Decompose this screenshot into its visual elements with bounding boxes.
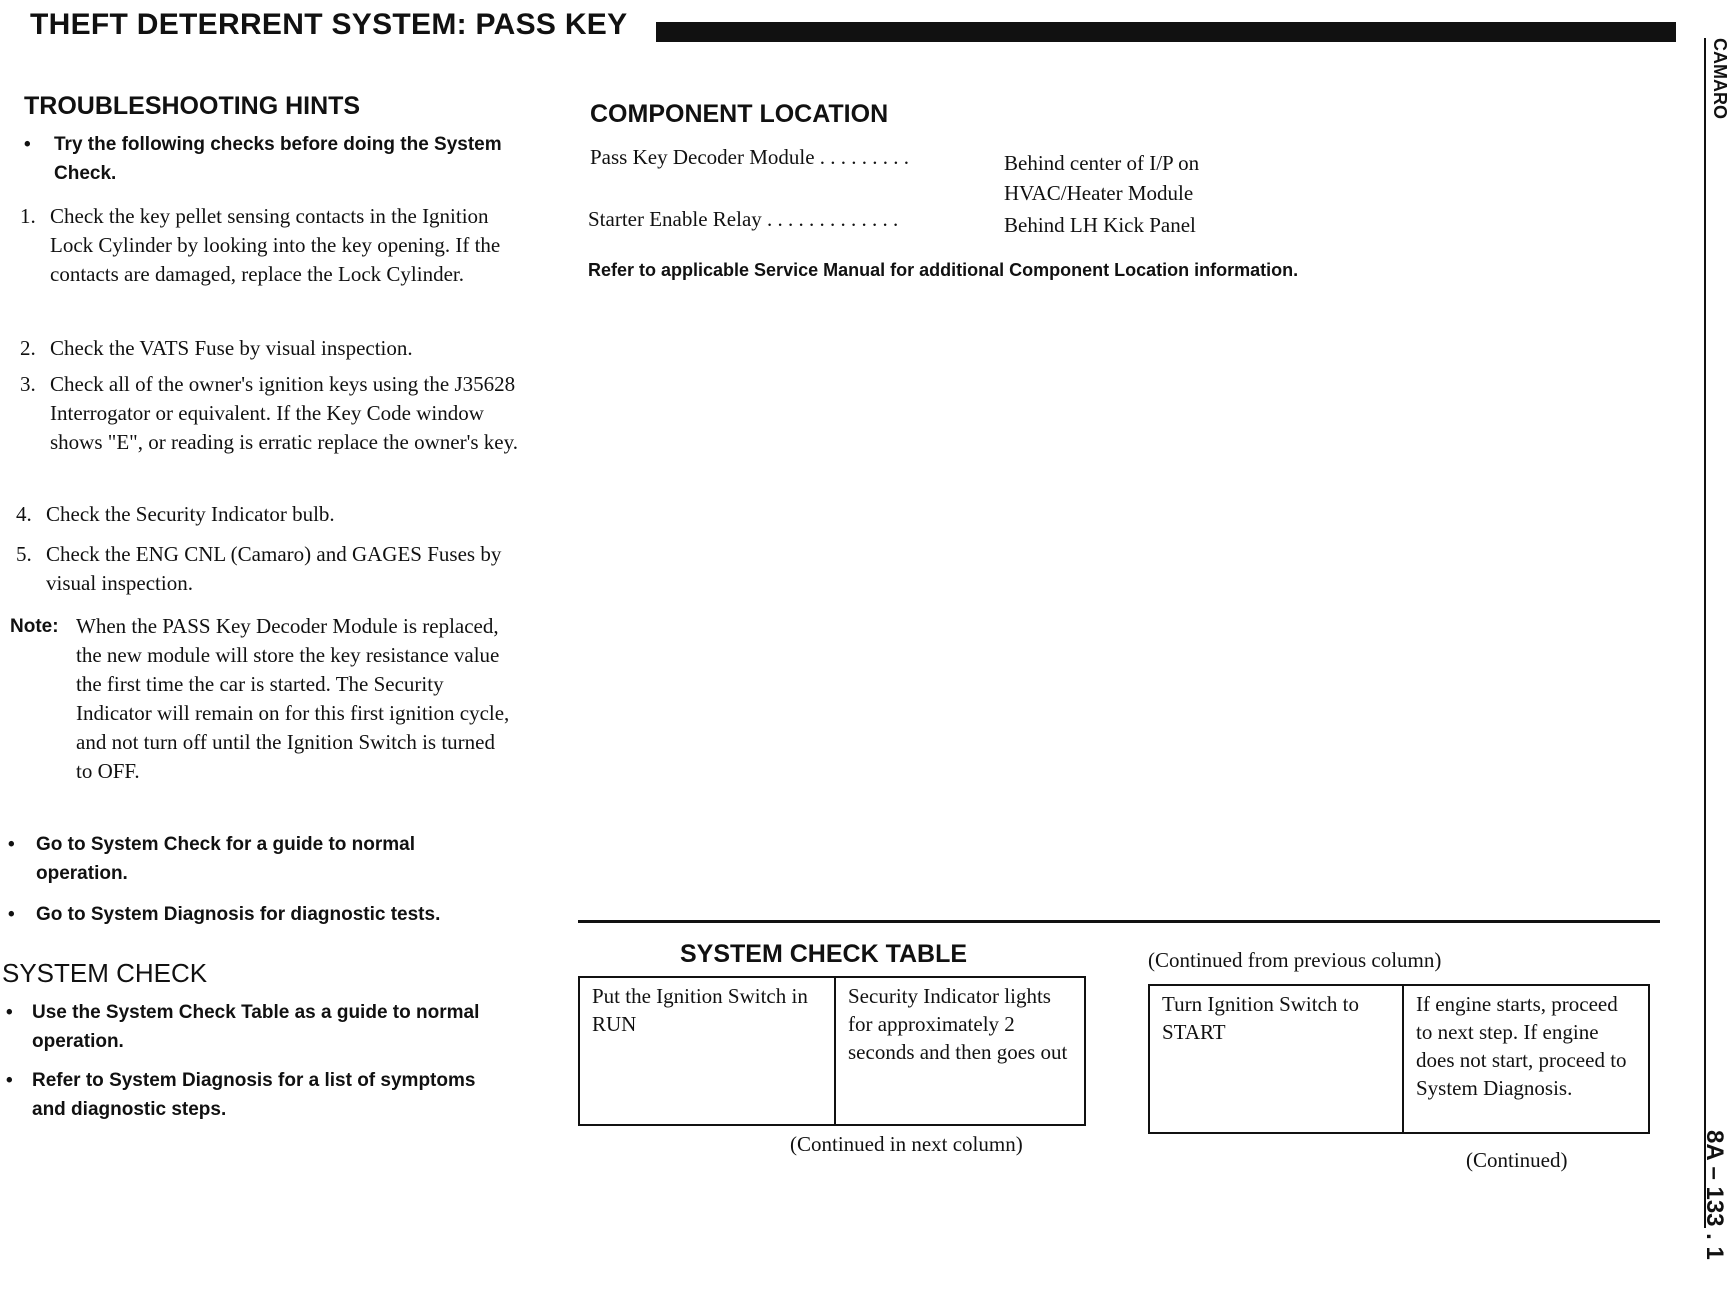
- component-location-1: Behind center of I/P on HVAC/Heater Module: [1004, 151, 1200, 205]
- bullet-text: Go to System Check for a guide to normal operation.: [36, 834, 416, 884]
- component-name-2: Starter Enable Relay . . . . . . . . . . . . .: [588, 207, 899, 231]
- system-check-table-1: [578, 976, 1086, 1126]
- system-check-bullet-1: [6, 998, 510, 1056]
- step-text: Check the ENG CNL (Camaro) and GAGES Fuses by visual inspection.: [46, 542, 502, 595]
- title-bar-divider: [656, 22, 1676, 42]
- step-number: 4.: [16, 502, 32, 526]
- table-cell-action: Put the Ignition Switch in RUN: [579, 977, 835, 1125]
- bullet-icon: •: [24, 134, 31, 155]
- page-number: [1700, 1130, 1732, 1280]
- table-cell-action: Turn Ignition Switch to START: [1149, 985, 1403, 1133]
- step-number: 1.: [20, 204, 36, 228]
- step-number: 2.: [20, 336, 36, 360]
- table-cell-result: If engine starts, proceed to next step. If engine does not start, proceed to System Diagnosis.: [1403, 985, 1649, 1133]
- table-row: [579, 977, 1085, 1125]
- step-text: Check the Security Indicator bulb.: [46, 502, 335, 526]
- bullet-icon: •: [8, 834, 15, 855]
- step-number: 5.: [16, 542, 32, 566]
- step-number: 3.: [20, 372, 36, 396]
- intro-bullet: [24, 130, 520, 188]
- bullet-text: Go to System Diagnosis for diagnostic tests.: [36, 904, 441, 925]
- continued-note: (Continued): [1466, 1148, 1568, 1172]
- refer-note: Refer to applicable Service Manual for additional Component Location information.: [588, 260, 1299, 280]
- step-1: [20, 202, 520, 289]
- system-check-table-2: [1148, 984, 1650, 1134]
- component-name-1: Pass Key Decoder Module . . . . . . . . .: [590, 145, 910, 169]
- table-cell-result: Security Indicator lights for approximately 2 seconds and then goes out: [835, 977, 1085, 1125]
- bullet-text: Refer to System Diagnosis for a list of symptoms and diagnostic steps.: [32, 1070, 476, 1120]
- bullet-icon: •: [6, 1070, 13, 1091]
- side-label-text: CAMARO: [1710, 38, 1730, 119]
- page-title: THEFT DETERRENT SYSTEM: PASS KEY: [30, 8, 628, 41]
- step-2: [20, 334, 520, 363]
- bullet-system-check: [8, 830, 512, 888]
- bullet-icon: •: [8, 904, 15, 925]
- system-check-heading: SYSTEM CHECK: [2, 958, 208, 988]
- note: [10, 612, 516, 786]
- system-check-bullet-2: [6, 1066, 510, 1124]
- step-text: Check all of the owner's ignition keys using the J35628 Interrogator or equivalent. If the Key Code window shows "E", or reading is erratic replace the owner's key.: [50, 372, 518, 454]
- section-divider: [578, 920, 1660, 923]
- step-text: Check the VATS Fuse by visual inspection.: [50, 336, 413, 360]
- troubleshooting-heading: TROUBLESHOOTING HINTS: [24, 92, 361, 120]
- continued-from-note: (Continued from previous column): [1148, 948, 1442, 972]
- bullet-system-diagnosis: [8, 900, 512, 929]
- system-check-table-heading: SYSTEM CHECK TABLE: [680, 940, 968, 968]
- step-4: [16, 500, 516, 529]
- note-label: Note:: [10, 616, 59, 637]
- bullet-text: Use the System Check Table as a guide to normal operation.: [32, 1002, 480, 1052]
- continued-next-note: (Continued in next column): [790, 1132, 1023, 1156]
- component-location-heading: COMPONENT LOCATION: [590, 100, 889, 128]
- step-5: [16, 540, 516, 598]
- bullet-icon: •: [6, 1002, 13, 1023]
- side-label: [1706, 38, 1732, 148]
- table-row: [1149, 985, 1649, 1133]
- step-text: Check the key pellet sensing contacts in the Ignition Lock Cylinder by looking into the key opening. If the contacts are damaged, replace the Lock Cylinder.: [50, 204, 501, 286]
- side-rule: [1704, 38, 1706, 1228]
- component-location-2: Behind LH Kick Panel: [1004, 213, 1196, 237]
- intro-bullet-text: Try the following checks before doing the System Check.: [54, 134, 502, 184]
- page-number-text: 8A – 133 . 1: [1701, 1130, 1728, 1260]
- note-text: When the PASS Key Decoder Module is replaced, the new module will store the key resistance value the first time the car is started. The Security Indicator will remain on for this first ignition cycle, and not turn off until the Ignition Switch is turned to OFF.: [76, 614, 510, 783]
- step-3: [20, 370, 520, 457]
